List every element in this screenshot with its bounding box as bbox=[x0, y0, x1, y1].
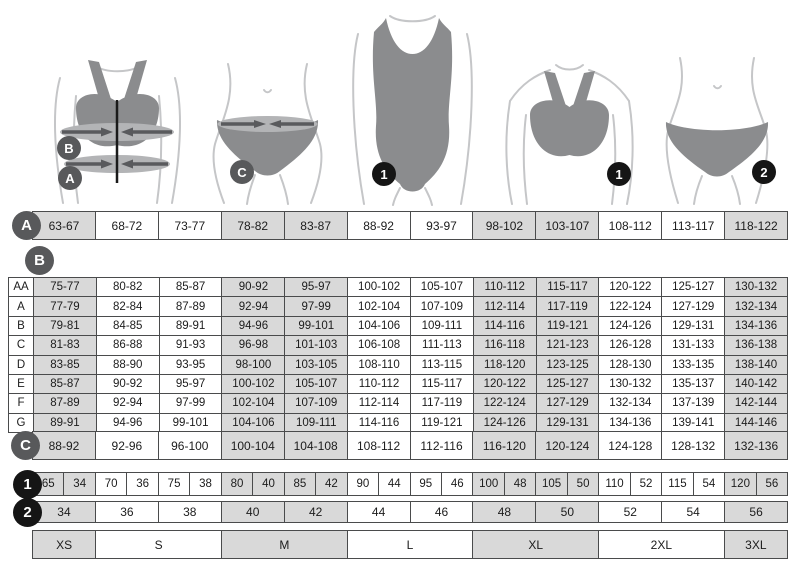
bodysuit-illustration bbox=[330, 6, 495, 206]
hips-marker-circle: C bbox=[230, 160, 254, 184]
hip-cell: 88-92 bbox=[33, 432, 95, 459]
band-size-pair bbox=[661, 473, 724, 495]
confection-size-cell: 36 bbox=[126, 473, 157, 495]
brief-marker-circle: 2 bbox=[752, 160, 776, 184]
bust-table-row bbox=[9, 374, 787, 393]
bust-table-row bbox=[9, 355, 787, 374]
hip-cell: 100-104 bbox=[221, 432, 284, 459]
underbust-marker-circle: A bbox=[58, 166, 82, 190]
confection-size-cell: 54 bbox=[693, 473, 724, 495]
hip-measure-illustration bbox=[200, 62, 335, 205]
band-size-cell: 90 bbox=[356, 478, 370, 490]
bust-cell: 85-87 bbox=[33, 375, 96, 393]
cup-label-cell: G bbox=[9, 414, 33, 432]
bust-cell: 109-111 bbox=[284, 414, 347, 432]
bust-cell: 108-110 bbox=[347, 356, 410, 374]
bust-cell: 89-91 bbox=[159, 317, 222, 335]
band-row-marker: 1 bbox=[13, 470, 42, 499]
cup-label-cell: A bbox=[9, 297, 33, 315]
bust-cell: 106-108 bbox=[347, 336, 410, 354]
bust-cell: 117-119 bbox=[410, 394, 473, 412]
band-size-cell: 120 bbox=[725, 473, 755, 495]
bust-range-table bbox=[8, 277, 788, 433]
hip-cell: 112-116 bbox=[410, 432, 473, 459]
bust-cell: 133-135 bbox=[661, 356, 724, 374]
brief-size-cell: 36 bbox=[95, 502, 158, 522]
bust-cell: 119-121 bbox=[536, 317, 599, 335]
brief-size-row bbox=[32, 501, 788, 523]
bust-cell: 117-119 bbox=[536, 297, 599, 315]
band-size-cell: 65 bbox=[33, 473, 63, 495]
bust-cell: 113-115 bbox=[410, 356, 473, 374]
bust-cell: 126-128 bbox=[598, 336, 661, 354]
underbust-cell: 63-67 bbox=[33, 212, 95, 239]
bodysuit-marker-circle: 1 bbox=[372, 162, 396, 186]
band-size-cell: 110 bbox=[605, 478, 624, 490]
bust-cell: 122-124 bbox=[473, 394, 536, 412]
bust-cell: 105-107 bbox=[410, 278, 473, 296]
bust-cell: 125-127 bbox=[536, 375, 599, 393]
bust-cell: 118-120 bbox=[473, 356, 536, 374]
underbust-row-marker: A bbox=[12, 211, 41, 240]
bust-cell: 83-85 bbox=[33, 356, 96, 374]
confection-size-cell: 38 bbox=[189, 473, 220, 495]
hip-cell: 108-112 bbox=[347, 432, 410, 459]
bust-cell: 87-89 bbox=[159, 297, 222, 315]
intl-size-cell: 3XL bbox=[724, 531, 787, 558]
bust-cell: 104-106 bbox=[221, 414, 284, 432]
band-size-cell: 105 bbox=[536, 473, 566, 495]
band-size-pair bbox=[535, 473, 598, 495]
bust-cell: 102-104 bbox=[221, 394, 284, 412]
brief-size-cell: 42 bbox=[284, 502, 347, 522]
hip-cell: 120-124 bbox=[535, 432, 598, 459]
bust-cell: 103-105 bbox=[284, 356, 347, 374]
bust-cell: 131-133 bbox=[661, 336, 724, 354]
bust-cell: 125-127 bbox=[661, 278, 724, 296]
confection-size-cell: 46 bbox=[441, 473, 472, 495]
underbust-cell: 108-112 bbox=[598, 212, 661, 239]
bust-marker-circle: B bbox=[57, 136, 81, 160]
bust-cell: 94-96 bbox=[96, 414, 159, 432]
band-size-cell: 115 bbox=[668, 478, 687, 490]
confection-size-cell: 52 bbox=[630, 473, 661, 495]
confection-size-cell: 34 bbox=[63, 473, 94, 495]
underbust-cell: 118-122 bbox=[724, 212, 787, 239]
bust-cell: 88-90 bbox=[96, 356, 159, 374]
brief-size-cell: 56 bbox=[724, 502, 787, 522]
intl-size-cell: XL bbox=[472, 531, 598, 558]
bust-cell: 89-91 bbox=[33, 414, 96, 432]
band-size-pair bbox=[724, 473, 787, 495]
cup-label-cell: E bbox=[9, 375, 33, 393]
bust-cell: 134-136 bbox=[598, 414, 661, 432]
underbust-cell: 78-82 bbox=[221, 212, 284, 239]
bust-cell: 116-118 bbox=[473, 336, 536, 354]
confection-size-cell: 56 bbox=[756, 473, 787, 495]
bust-table-row bbox=[9, 393, 787, 412]
band-size-pair bbox=[95, 473, 158, 495]
hip-cell: 128-132 bbox=[661, 432, 724, 459]
brief-size-cell: 40 bbox=[221, 502, 284, 522]
confection-size-cell: 48 bbox=[504, 473, 535, 495]
band-size-pair bbox=[472, 473, 535, 495]
bust-cell: 107-109 bbox=[410, 297, 473, 315]
band-size-pair bbox=[221, 473, 284, 495]
bust-cell: 97-99 bbox=[284, 297, 347, 315]
bust-cell: 81-83 bbox=[33, 336, 96, 354]
bust-cell: 92-94 bbox=[221, 297, 284, 315]
bust-cell: 111-113 bbox=[410, 336, 473, 354]
band-size-pair bbox=[284, 473, 347, 495]
intl-size-cell: M bbox=[221, 531, 347, 558]
bust-cell: 115-117 bbox=[410, 375, 473, 393]
bra-marker-circle: 1 bbox=[607, 162, 631, 186]
band-size-cell: 80 bbox=[222, 473, 252, 495]
brief-row-marker: 2 bbox=[13, 498, 42, 527]
bust-cell: 99-101 bbox=[284, 317, 347, 335]
bust-cell: 85-87 bbox=[159, 278, 222, 296]
bust-cell: 142-144 bbox=[724, 394, 787, 412]
bust-cell: 124-126 bbox=[598, 317, 661, 335]
bust-cell: 140-142 bbox=[724, 375, 787, 393]
bust-cell: 84-85 bbox=[96, 317, 159, 335]
bust-cell: 129-131 bbox=[661, 317, 724, 335]
bust-cell: 122-124 bbox=[598, 297, 661, 315]
bust-cell: 97-99 bbox=[159, 394, 222, 412]
underbust-range-row bbox=[32, 211, 788, 240]
bust-cell: 104-106 bbox=[347, 317, 410, 335]
confection-size-cell: 50 bbox=[567, 473, 598, 495]
bust-cell: 135-137 bbox=[661, 375, 724, 393]
band-size-cell: 75 bbox=[167, 478, 181, 490]
brief-size-cell: 46 bbox=[410, 502, 473, 522]
bust-cell: 123-125 bbox=[536, 356, 599, 374]
bust-cell: 99-101 bbox=[159, 414, 222, 432]
bust-cell: 93-95 bbox=[159, 356, 222, 374]
bust-cell: 121-123 bbox=[536, 336, 599, 354]
bust-cell: 92-94 bbox=[96, 394, 159, 412]
bust-cell: 101-103 bbox=[284, 336, 347, 354]
band-size-pair bbox=[410, 473, 473, 495]
band-size-cell: 85 bbox=[285, 473, 315, 495]
bust-cell: 75-77 bbox=[33, 278, 96, 296]
bust-cell: 109-111 bbox=[410, 317, 473, 335]
underbust-cell: 88-92 bbox=[347, 212, 410, 239]
brief-size-cell: 50 bbox=[535, 502, 598, 522]
band-size-pair bbox=[347, 473, 410, 495]
band-size-pair bbox=[598, 473, 661, 495]
bust-cell: 115-117 bbox=[536, 278, 599, 296]
intl-size-cell: XS bbox=[33, 531, 95, 558]
bust-cell: 98-100 bbox=[221, 356, 284, 374]
bust-cell: 144-146 bbox=[724, 414, 787, 432]
hip-cell: 96-100 bbox=[158, 432, 221, 459]
bust-cell: 77-79 bbox=[33, 297, 96, 315]
hip-cell: 116-120 bbox=[472, 432, 535, 459]
international-size-row bbox=[32, 530, 788, 559]
underbust-cell: 98-102 bbox=[472, 212, 535, 239]
bust-cell: 96-98 bbox=[221, 336, 284, 354]
underbust-cell: 103-107 bbox=[535, 212, 598, 239]
bust-cell: 79-81 bbox=[33, 317, 96, 335]
bust-cell: 119-121 bbox=[410, 414, 473, 432]
underbust-cell: 113-117 bbox=[661, 212, 724, 239]
brief-size-cell: 52 bbox=[598, 502, 661, 522]
bust-cell: 132-134 bbox=[598, 394, 661, 412]
confection-size-cell: 40 bbox=[252, 473, 283, 495]
brief-size-cell: 48 bbox=[472, 502, 535, 522]
bust-cell: 127-129 bbox=[661, 297, 724, 315]
underbust-cell: 93-97 bbox=[410, 212, 473, 239]
brief-size-cell: 44 bbox=[347, 502, 410, 522]
band-size-cell: 100 bbox=[473, 473, 503, 495]
bust-cell: 120-122 bbox=[473, 375, 536, 393]
band-size-cell: 70 bbox=[104, 478, 118, 490]
bust-cell: 138-140 bbox=[724, 356, 787, 374]
brief-size-cell: 54 bbox=[661, 502, 724, 522]
bust-cell: 136-138 bbox=[724, 336, 787, 354]
hip-range-row bbox=[32, 431, 788, 460]
cup-label-cell: F bbox=[9, 394, 33, 412]
bust-cell: 124-126 bbox=[473, 414, 536, 432]
intl-size-cell: S bbox=[95, 531, 221, 558]
bust-cell: 120-122 bbox=[598, 278, 661, 296]
bust-cell: 100-102 bbox=[221, 375, 284, 393]
band-size-pair bbox=[158, 473, 221, 495]
bust-cell: 127-129 bbox=[536, 394, 599, 412]
hip-cell: 104-108 bbox=[284, 432, 347, 459]
bust-cell: 132-134 bbox=[724, 297, 787, 315]
cup-label-cell: AA bbox=[9, 278, 33, 296]
bust-cell: 91-93 bbox=[159, 336, 222, 354]
confection-size-cell: 44 bbox=[378, 473, 409, 495]
bust-table-row bbox=[9, 335, 787, 354]
bust-cell: 90-92 bbox=[221, 278, 284, 296]
bust-cell: 128-130 bbox=[598, 356, 661, 374]
bust-cell: 82-84 bbox=[96, 297, 159, 315]
intl-size-cell: 2XL bbox=[598, 531, 724, 558]
bust-cell: 105-107 bbox=[284, 375, 347, 393]
cup-label-cell: C bbox=[9, 336, 33, 354]
bust-cell: 107-109 bbox=[284, 394, 347, 412]
band-size-row bbox=[32, 472, 788, 496]
bust-table-marker: B bbox=[25, 246, 54, 275]
cup-label-cell: D bbox=[9, 356, 33, 374]
bust-cell: 95-97 bbox=[159, 375, 222, 393]
bust-table-row bbox=[9, 278, 787, 296]
bust-cell: 102-104 bbox=[347, 297, 410, 315]
underbust-cell: 73-77 bbox=[158, 212, 221, 239]
bust-cell: 112-114 bbox=[347, 394, 410, 412]
bra-measure-illustration bbox=[30, 52, 205, 205]
underbust-cell: 83-87 bbox=[284, 212, 347, 239]
bust-cell: 139-141 bbox=[661, 414, 724, 432]
bust-cell: 110-112 bbox=[473, 278, 536, 296]
confection-size-cell: 42 bbox=[315, 473, 346, 495]
bust-cell: 95-97 bbox=[284, 278, 347, 296]
underbust-cell: 68-72 bbox=[95, 212, 158, 239]
bust-table-row bbox=[9, 296, 787, 315]
cup-label-cell: B bbox=[9, 317, 33, 335]
band-size-pair bbox=[33, 473, 95, 495]
bust-cell: 134-136 bbox=[724, 317, 787, 335]
hip-cell: 124-128 bbox=[598, 432, 661, 459]
bust-cell: 114-116 bbox=[347, 414, 410, 432]
bust-cell: 90-92 bbox=[96, 375, 159, 393]
bust-cell: 129-131 bbox=[536, 414, 599, 432]
bust-cell: 94-96 bbox=[221, 317, 284, 335]
hip-row-marker: C bbox=[11, 431, 40, 460]
band-size-cell: 95 bbox=[419, 478, 433, 490]
bust-table-row bbox=[9, 413, 787, 432]
intl-size-cell: L bbox=[347, 531, 473, 558]
bust-cell: 112-114 bbox=[473, 297, 536, 315]
brief-size-cell: 38 bbox=[158, 502, 221, 522]
bust-cell: 80-82 bbox=[96, 278, 159, 296]
bust-cell: 114-116 bbox=[473, 317, 536, 335]
bust-cell: 130-132 bbox=[724, 278, 787, 296]
bust-cell: 110-112 bbox=[347, 375, 410, 393]
bust-cell: 86-88 bbox=[96, 336, 159, 354]
bust-cell: 137-139 bbox=[661, 394, 724, 412]
bust-table-row bbox=[9, 316, 787, 335]
bust-cell: 100-102 bbox=[347, 278, 410, 296]
hip-cell: 92-96 bbox=[95, 432, 158, 459]
brief-size-cell: 34 bbox=[33, 502, 95, 522]
bust-cell: 87-89 bbox=[33, 394, 96, 412]
hip-cell: 132-136 bbox=[724, 432, 787, 459]
bust-cell: 130-132 bbox=[598, 375, 661, 393]
